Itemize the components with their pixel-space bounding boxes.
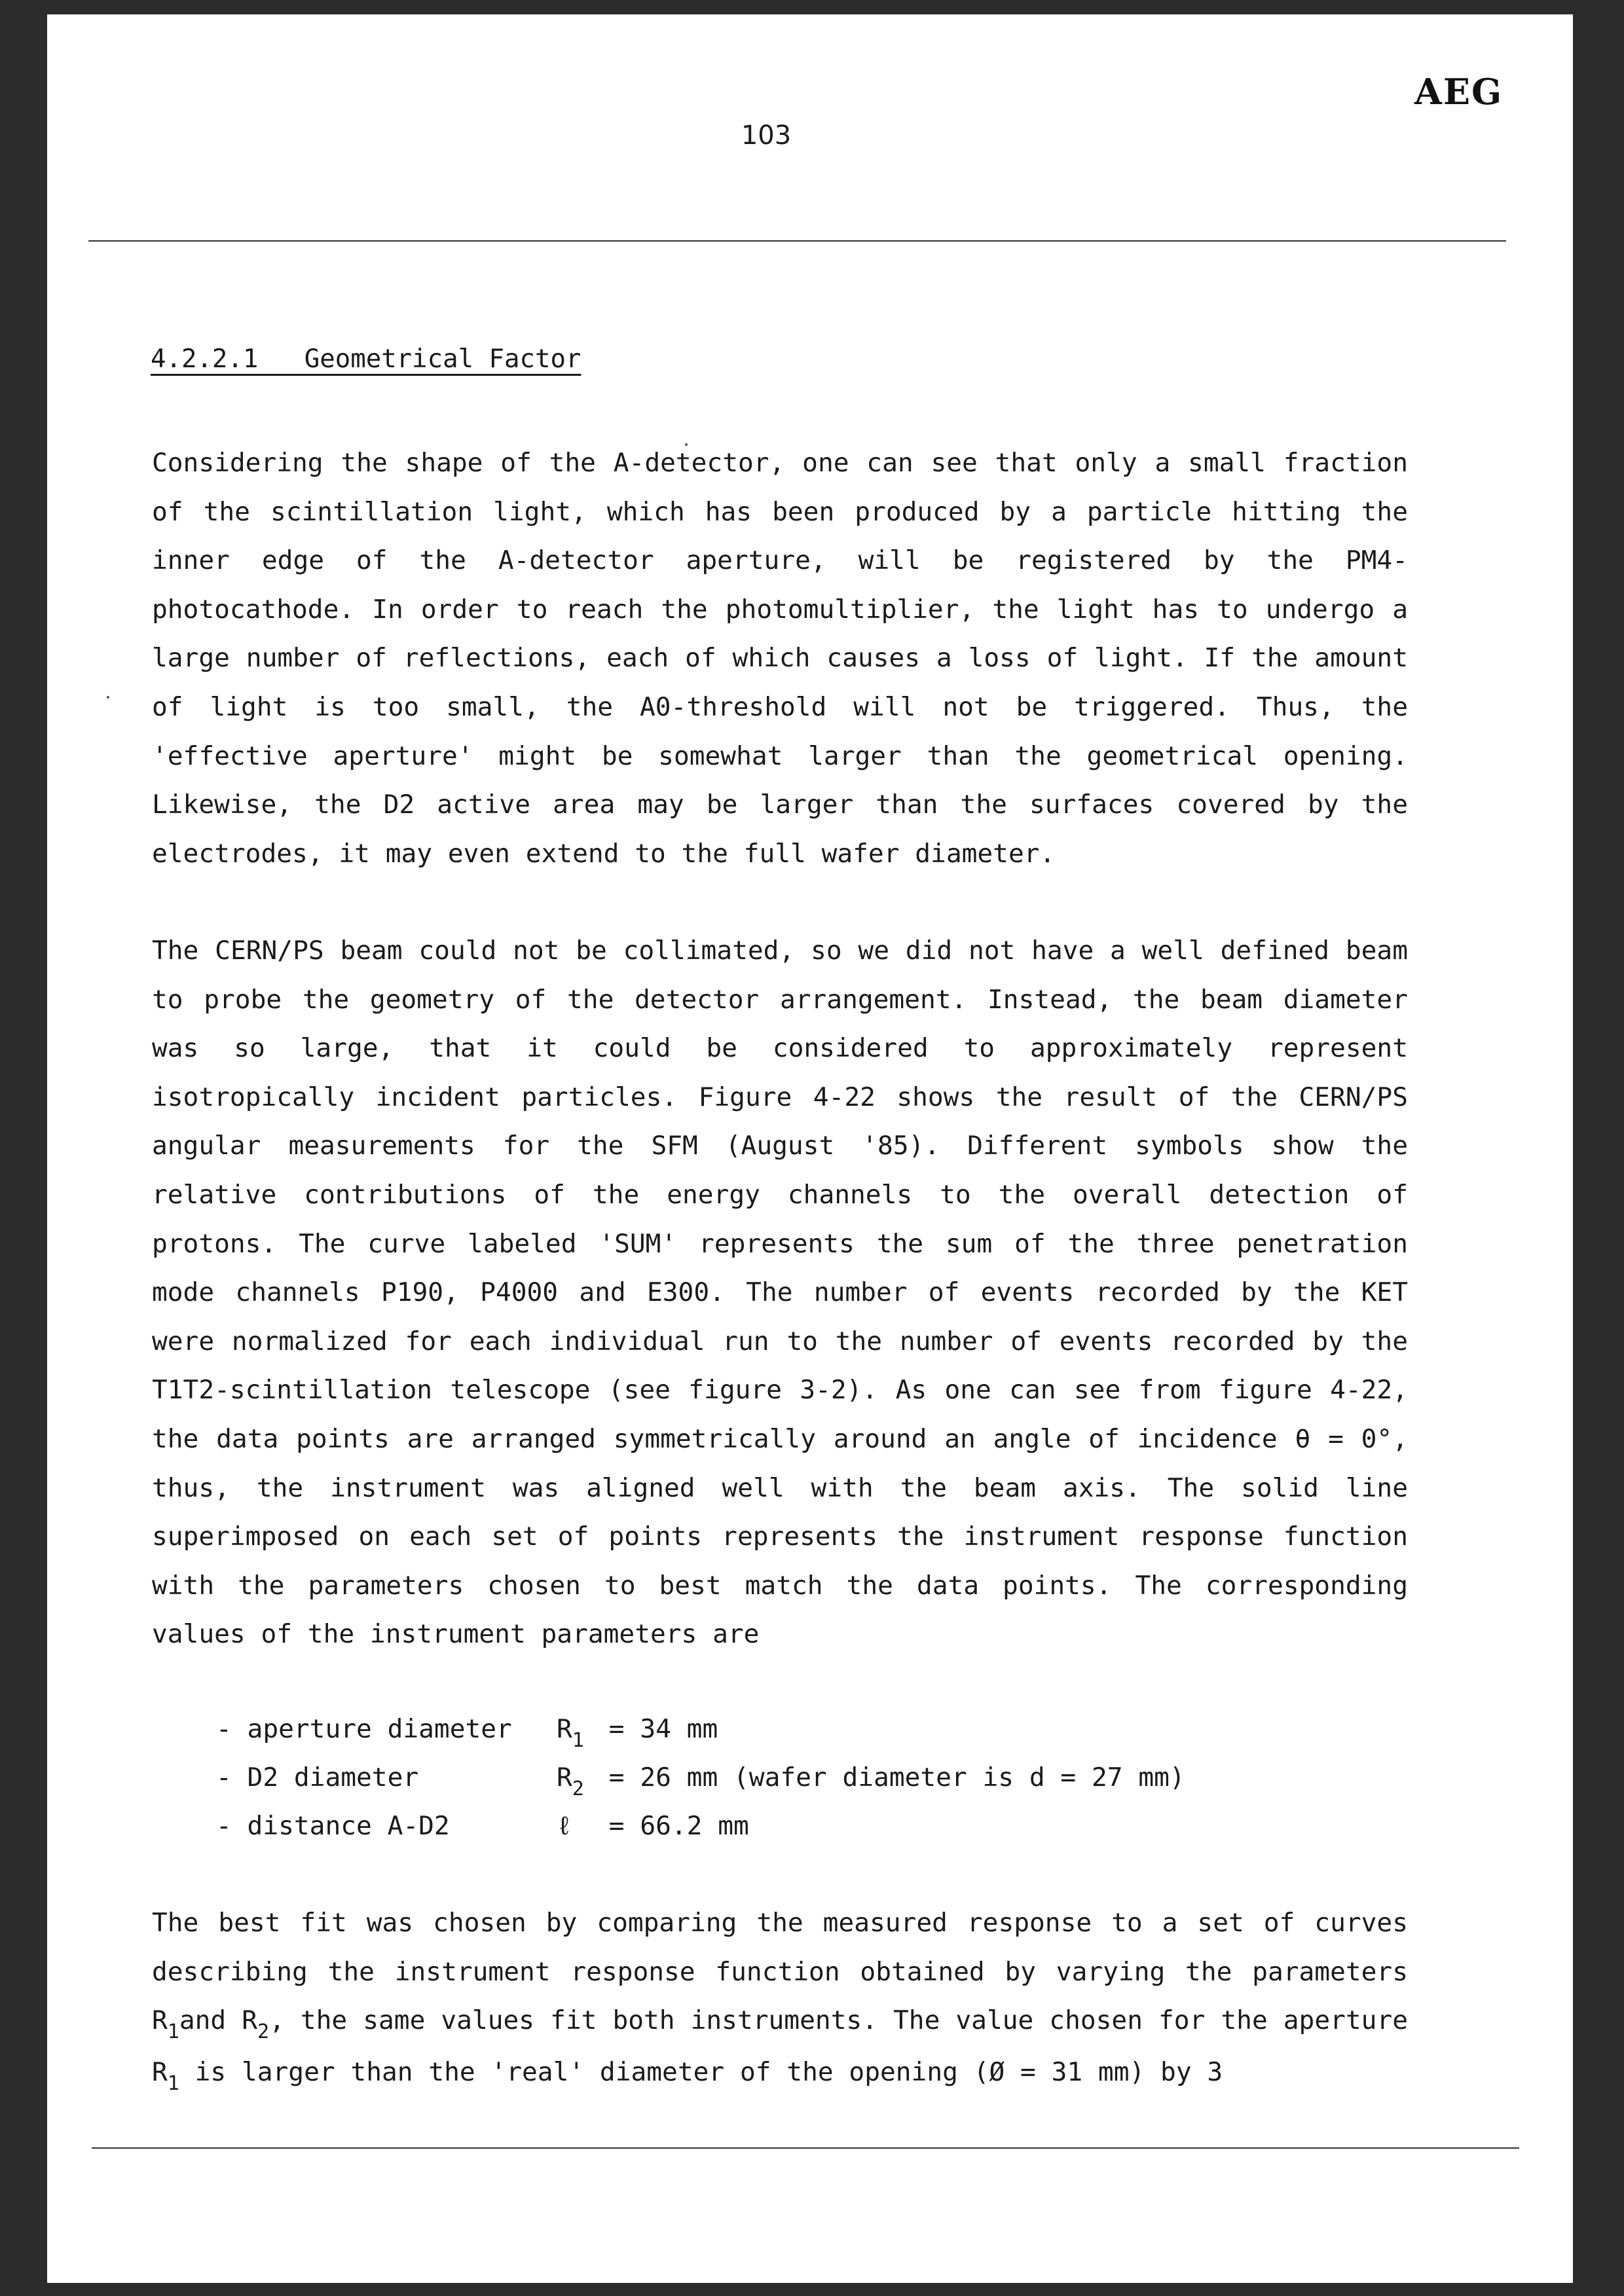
parameter-label: - aperture diameter [216, 1714, 512, 1744]
parameter-label: - D2 diameter [216, 1762, 419, 1793]
page-number: 103 [741, 120, 792, 151]
paragraph-best-fit: The best fit was chosen by comparing the measured response to a set of curves describing the instrument response function obtained by varying the parameters $R_1and$ $R_2$, the same values fit both instruments. The value chosen for the aperture $R_1$ is larger than the 'real' diameter of the opening (Ø = 31 mm) by 3 [152, 1908, 1409, 2095]
parameter-value: = 34 mm [593, 1714, 718, 1744]
parameter-value: = 66.2 mm [593, 1811, 749, 1841]
aeg-logo: AEG [1414, 71, 1504, 113]
parameter-row-aperture [216, 1705, 1185, 1753]
scan-speck [685, 443, 688, 446]
parameter-label: - distance A-D2 [216, 1811, 450, 1841]
section-heading: 4.2.2.1 Geometrical Factor [151, 344, 581, 374]
parameter-row-distance [216, 1802, 1185, 1850]
parameter-symbol: $R_1$ [557, 1714, 584, 1752]
paragraph-cern-measurements: The CERN/PS beam could not be collimated, so we did not have a well defined beam to probe the geometry of the detector arrangement. Instead, the beam diameter was so large, that it could be considered to approximately represent isotropically incident particles. Figure 4-22 shows the result of the CERN/PS angular measurements for the SFM (August '85). Different symbols show the relative contributions of the energy channels to the overall detection of protons. The curve labeled 'SUM' represents the sum of the three penetration mode channels P190, P4000 and E300. The number of events recorded by the KET were normalized for each individual run to the number of events recorded by the T1T2-scintillation telescope (see figure 3-2). As one can see from figure 4-22, the data points are arranged symmetrically around an angle of incidence θ = 0°, thus, the instrument was aligned well with the beam axis. The solid line superimposed on each set of points represents the instrument response function with the parameters chosen to best match the data points. The corresponding values of the instrument parameters are [152, 936, 1408, 1650]
footer-rule [92, 2147, 1519, 2149]
header-rule [88, 240, 1506, 242]
parameter-value: = 26 mm (wafer diameter is d = 27 mm) [593, 1762, 1185, 1793]
scan-speck [107, 696, 109, 699]
parameter-row-d2 [216, 1753, 1185, 1802]
parameter-symbol: ℓ [557, 1811, 572, 1841]
paragraph-geometry-intro: Considering the shape of the A-detector, one can see that only a small fraction of the scintillation light, which has been produced by a particle hitting the inner edge of the A-detector aperture, will be registered by the PM4-photocathode. In order to reach the photomultiplier, the light has to undergo a large number of reflections, each of which causes a loss of light. If the amount of light is too small, the A0-threshold will not be triggered. Thus, the 'effective aperture' might be somewhat larger than the geometrical opening. Likewise, the D2 active area may be larger than the surfaces covered by the electrodes, it may even extend to the full wafer diameter. [152, 448, 1408, 869]
parameter-list [216, 1705, 1185, 1850]
parameter-symbol: $R_2$ [557, 1762, 584, 1800]
